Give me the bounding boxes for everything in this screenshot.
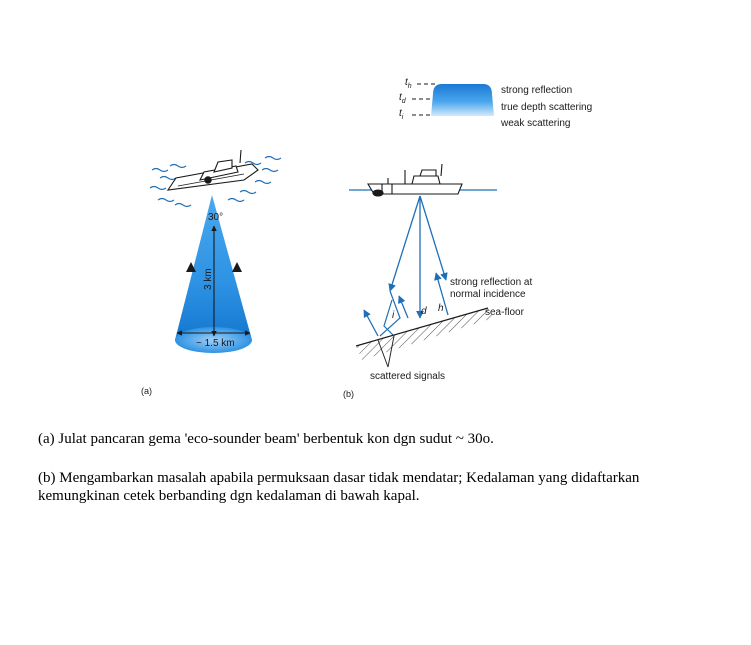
caption-a: (a) Julat pancaran gema 'eco-sounder beam' berbentuk kon dgn sudut ~ 30o.: [38, 431, 494, 447]
legend-symbol-td: $t_d$: [399, 92, 406, 105]
legend-label-strong: strong reflection: [501, 85, 573, 96]
ray-down-i: [390, 196, 420, 291]
ray-down-h: [420, 196, 446, 280]
legend-label-weak: weak scattering: [501, 118, 571, 129]
depth-label: 3 km: [203, 268, 214, 290]
ray-label-h: h: [438, 303, 444, 314]
ray-up-d: [399, 296, 408, 318]
panel-a: [141, 150, 281, 396]
panel-b: [343, 77, 592, 399]
survey-ship-a: [168, 150, 258, 190]
legend: [399, 77, 592, 129]
width-label: ~ 1.5 km: [196, 338, 235, 349]
scattered-signals-label: scattered signals: [370, 371, 446, 382]
survey-ship-b: [368, 164, 462, 196]
ray-label-d: d: [421, 306, 427, 317]
ray-scatter-left: [364, 310, 378, 336]
panel-b-label: (b): [343, 389, 354, 399]
caption-b: (b) Mengambarkan masalah apabila permuksaan dasar tidak mendatar; Kedalaman yang didaftarkan kemungkinan cetek berbanding dgn kedalaman di bawah kapal.: [38, 470, 640, 504]
panel-a-label: (a): [141, 386, 152, 396]
beam-angle-label: 30°: [208, 212, 224, 223]
sea-floor-label: sea-floor: [485, 307, 524, 318]
scatter-paths: [380, 291, 400, 336]
legend-label-true-depth: true depth scattering: [501, 102, 593, 113]
beam-arrow-right: [232, 262, 242, 272]
sonar-rays: [364, 196, 448, 336]
strong-reflection-label-line1: strong reflection at: [450, 277, 533, 288]
legend-symbol-th: $t_h$: [405, 77, 412, 90]
ray-label-i: i: [392, 310, 395, 321]
legend-gradient-shape: [431, 84, 494, 116]
strong-reflection-label-line2: normal incidence: [450, 289, 526, 300]
legend-symbol-ti: $t_i$: [399, 108, 404, 121]
